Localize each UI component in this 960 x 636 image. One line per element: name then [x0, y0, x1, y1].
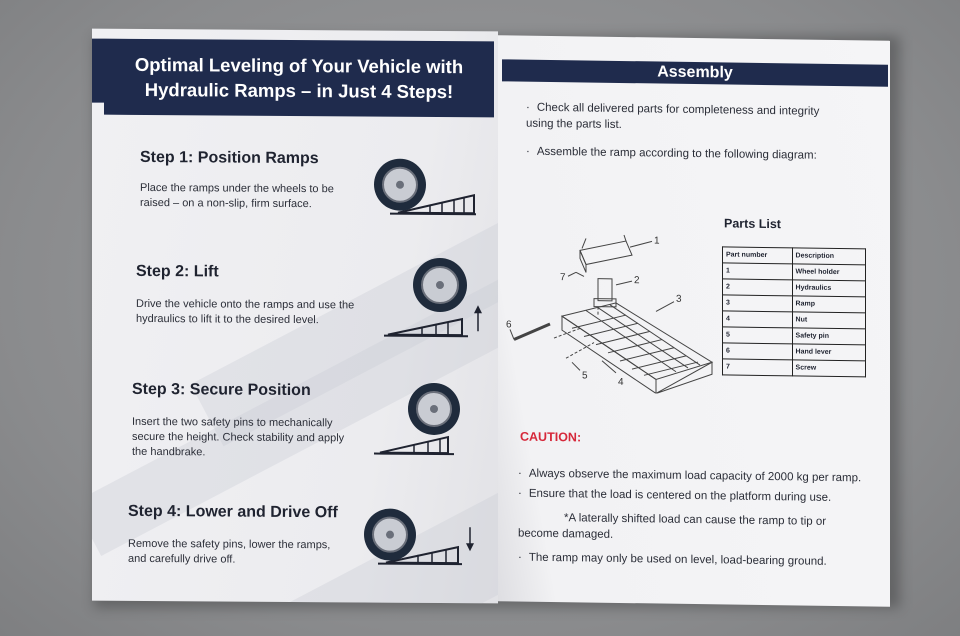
diagram-label-2: 2 — [634, 275, 640, 287]
part-number: 7 — [723, 359, 793, 376]
diagram-label-1: 1 — [654, 235, 660, 247]
diagram-label-7: 7 — [560, 272, 566, 284]
assembly-title: Assembly — [502, 59, 888, 86]
part-number: 6 — [723, 343, 793, 360]
step-3-text-line3: the handbrake. — [132, 445, 206, 459]
step-1-ramp-wheel-illustration — [370, 157, 482, 220]
table-row — [723, 327, 866, 345]
step-3-text-line2: secure the height. Check stability and apply — [132, 430, 345, 445]
part-description: Safety pin — [792, 328, 865, 345]
table-row — [723, 359, 866, 377]
step-3-text-line1: Insert the two safety pins to mechanically — [132, 415, 333, 430]
header-part-number: Part number — [723, 247, 793, 264]
ramp-assembly-diagram — [506, 231, 720, 394]
intro-bullet-1-line1: Check all delivered parts for completeness and integrity — [536, 101, 820, 118]
part-description: Screw — [792, 360, 865, 377]
step-2-text — [136, 297, 354, 329]
part-number: 1 — [723, 263, 793, 280]
table-row — [723, 311, 866, 329]
step-4-ramp-wheel-illustration — [362, 504, 478, 569]
step-2-text-line2: hydraulics to lift it to the desired level. — [136, 312, 319, 327]
part-description: Nut — [792, 312, 865, 329]
diagram-label-3: 3 — [676, 293, 682, 305]
parts-table-header — [723, 247, 866, 265]
step-2-title: Step 2: Lift — [136, 262, 219, 281]
caution-bullet-3-text: The ramp may only be used on level, load-bearing ground. — [528, 551, 827, 568]
step-3-title: Step 3: Secure Position — [132, 380, 311, 400]
step-2-text-line1: Drive the vehicle onto the ramps and use the — [136, 297, 355, 312]
part-number: 2 — [723, 279, 793, 296]
header-description: Description — [792, 248, 865, 265]
diagram-label-5: 5 — [582, 370, 588, 382]
part-description: Hydraulics — [792, 280, 865, 297]
diagram-label-6: 6 — [506, 319, 512, 331]
caution-bullet-3: · The ramp may only be used on level, load-bearing ground. — [518, 551, 827, 568]
header-accent — [92, 39, 104, 103]
step-4-text-line2: and carefully drive off. — [128, 552, 236, 566]
step-2-ramp-wheel-illustration — [382, 255, 492, 340]
step-3-text — [132, 415, 344, 461]
parts-list-title: Parts List — [724, 216, 781, 232]
caution-note-line1: *A laterally shifted load can cause the ramp to tip or — [564, 512, 827, 528]
step-1-title: Step 1: Position Ramps — [140, 148, 319, 168]
part-number: 5 — [723, 327, 793, 344]
caution-title: CAUTION: — [520, 429, 582, 445]
table-row — [723, 263, 866, 281]
step-4-text-line1: Remove the safety pins, lower the ramps, — [128, 537, 331, 552]
intro-bullet-1: · Check all delivered parts for completeness and integrity using the parts list. — [526, 100, 819, 136]
caution-note-line2: become damaged. — [518, 527, 614, 541]
page-title-banner — [104, 39, 494, 118]
part-description: Hand lever — [792, 344, 865, 361]
table-row — [723, 279, 866, 297]
step-4-text — [128, 537, 330, 568]
intro-bullet-1-line2: using the parts list. — [526, 117, 622, 131]
caution-bullet-2-text: Ensure that the load is centered on the platform during use. — [528, 487, 832, 504]
parts-list-table — [722, 246, 866, 377]
left-page — [92, 29, 498, 604]
table-row — [723, 343, 866, 361]
caution-bullet-2: · Ensure that the load is centered on the platform during use. — [518, 487, 832, 504]
caution-bullet-1-text: Always observe the maximum load capacity of 2000 kg per ramp. — [528, 467, 862, 485]
caution-bullet-1: · Always observe the maximum load capacity of 2000 kg per ramp. — [518, 467, 862, 485]
page-title-line1: Optimal Leveling of Your Vehicle with — [134, 53, 464, 78]
part-number: 4 — [723, 311, 793, 328]
step-4-title: Step 4: Lower and Drive Off — [128, 502, 338, 522]
page-title-line2: Hydraulic Ramps – in Just 4 Steps! — [144, 78, 454, 103]
diagram-label-4: 4 — [618, 376, 624, 389]
step-1-text-line2: raised – on a non-slip, firm surface. — [140, 196, 312, 211]
table-row — [723, 295, 866, 313]
part-description: Ramp — [792, 296, 865, 313]
right-page — [498, 35, 890, 606]
step-1-text — [140, 181, 334, 212]
step-1-text-line1: Place the ramps under the wheels to be — [140, 181, 334, 196]
step-3-ramp-wheel-illustration — [370, 381, 480, 458]
part-description: Wheel holder — [792, 264, 865, 281]
part-number: 3 — [723, 295, 793, 312]
intro-bullet-2-line1: Assemble the ramp according to the following diagram: — [536, 145, 817, 162]
intro-bullet-2: · Assemble the ramp according to the following diagram: — [526, 145, 817, 162]
